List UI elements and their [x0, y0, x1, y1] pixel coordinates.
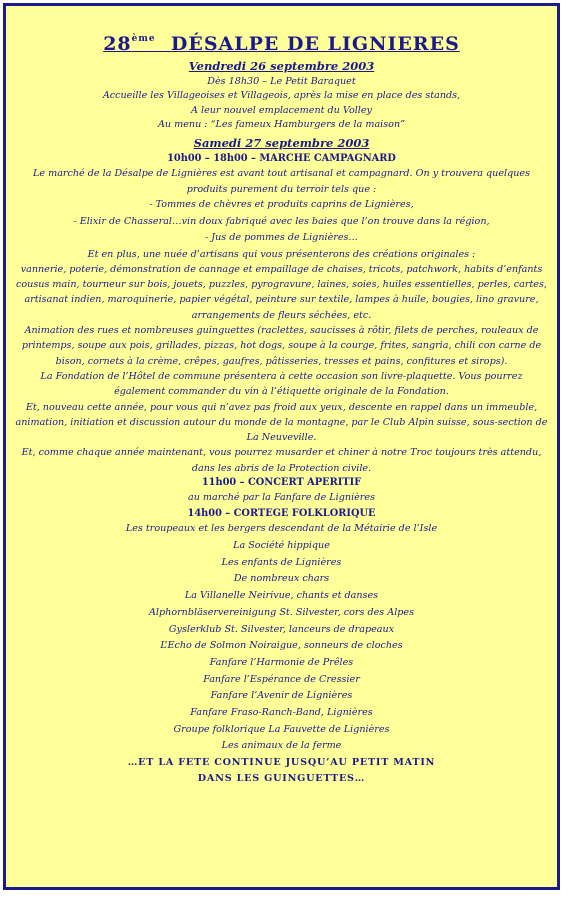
artisans-list: vannerie, poterie, démonstration de cannage et empaillage de chaises, tricots, patchwork, habits d’enfants cousus main, tourneur sur bois, jouets, puzzles, pyrogravure, laines, soies, huiles essentielles, perles, cartes, artisanat indien, maroquinerie, papier végétal, peinture sur textile, lampes à huile, bougies, lino gravure, arrangements de fleurs séchées, etc. [16, 263, 547, 321]
cortege-item: Fanfare l’Espérance de Cressier [203, 673, 360, 685]
closing-line: …ET LA FETE CONTINUE JUSQU’AU PETIT MATIN [127, 757, 436, 769]
cortege-item: Les troupeaux et les bergers descendant de la Métairie de l’Isle [125, 523, 438, 535]
friday-line: Dès 18h30 – Le Petit Baraquet [207, 76, 356, 87]
closing-line: DANS LES GUINGUETTES… [197, 772, 366, 784]
saturday-heading: Samedi 27 septembre 2003 [193, 136, 370, 151]
artisans-intro: Et en plus, une nuée d’artisans qui vous présenterons des créations originales : [87, 248, 476, 260]
friday-line: Au menu : “Les fameux Hamburgers de la maison” [157, 118, 406, 130]
concert-line: au marché par la Fanfare de Lignières [187, 492, 375, 504]
product-item: - Jus de pommes de Lignières… [204, 232, 359, 244]
friday-line: Accueille les Villageoises et Villageois, après la mise en place des stands, [102, 90, 461, 102]
cortege-item: L’Echo de Solmon Noiraigue, sonneurs de cloches [160, 640, 403, 652]
edition-number: 28 [103, 33, 132, 55]
cortege-item: Alphornbläservereinigung St. Silvester, cors des Alpes [149, 606, 414, 618]
cortege-item: Groupe folklorique La Fauvette de Lignières [173, 723, 390, 735]
page-title [14, 28, 549, 55]
concert-heading: 11h00 – CONCERT APERITIF [201, 477, 362, 489]
title-text: DÉSALPE DE LIGNIERES [170, 33, 460, 55]
cortege-item: Les enfants de Lignières [221, 556, 342, 568]
troc-paragraph: Et, comme chaque année maintenant, vous pourrez musarder et chiner à notre Troc toujours très attendu, dans les abris de la Protection civile. [21, 447, 542, 474]
product-item: - Tommes de chèvres et produits caprins de Lignières, [149, 199, 414, 211]
fondation-paragraph: La Fondation de l’Hôtel de commune présentera à cette occasion son livre-plaquette. Vous pourrez également commander du vin à l’étiquette originale de la Fondation. [40, 370, 523, 398]
nouveau-paragraph: Et, nouveau cette année, pour vous qui n’avez pas froid aux yeux, descente en rappel dans un immeuble, animation, initiation et discussion autour du monde de la montagne, par le Club Alpin suisse, sous-section de La Neuveville. [15, 401, 548, 444]
friday-heading: Vendredi 26 septembre 2003 [188, 59, 375, 73]
cortege-item: Gyslerklub St. Silvester, lanceurs de drapeaux [168, 623, 395, 635]
products-list [14, 197, 549, 247]
cortege-item: De nombreux chars [233, 573, 330, 585]
animation-paragraph: Animation des rues et nombreuses guinguettes (raclettes, saucisses à rôtir, filets de perches, rouleaux de printemps, soupe aux pois, grillades, pizzas, hot dogs, soupe à la courge, frites, sangria, chili con carne de bison, cornets à la crème, crêpes, gaufres, pâtisseries, tresses et pains, confitures et sirops). [21, 325, 542, 367]
cortege-item: La Société hippique [233, 540, 330, 552]
market-intro: Le marché de la Désalpe de Lignières est avant tout artisanal et campagnard. On y trouvera quelques produits purement du terroir tels que : [33, 168, 530, 195]
cortege-list [14, 521, 549, 755]
friday-line: A leur nouvel emplacement du Volley [191, 104, 372, 116]
product-item: - Elixir de Chasseral…vin doux fabriqué avec les baies que l’on trouve dans la région, [73, 215, 490, 227]
market-heading: 10h00 – 18h00 – MARCHE CAMPAGNARD [167, 153, 396, 165]
cortege-item: Fanfare l’Harmonie de Prêles [209, 656, 354, 668]
cortege-item: Fanfare Fraso-Ranch-Band, Lignières [190, 707, 373, 719]
cortege-item: Fanfare l’Avenir de Lignières [210, 690, 353, 702]
edition-suffix: ème [131, 34, 156, 44]
cortege-item: La Villanelle Neirivue, chants et danses [184, 590, 379, 602]
cortege-heading: 14h00 – CORTEGE FOLKLORIQUE [187, 508, 376, 520]
cortege-item: Les animaux de la ferme [221, 740, 342, 752]
poster [3, 3, 560, 890]
